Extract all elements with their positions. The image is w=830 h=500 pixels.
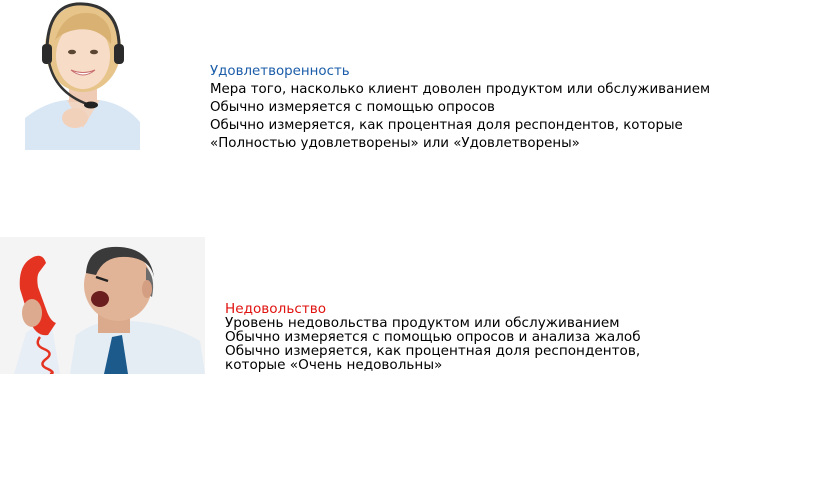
angry-man-illustration (0, 237, 205, 374)
dissatisfaction-line: Уровень недовольства продуктом или обслуживанием (225, 315, 620, 331)
dissatisfaction-block (225, 302, 641, 372)
dissatisfaction-line: Обычно измеряется, как процентная доля респондентов, (225, 343, 641, 359)
satisfaction-block (210, 63, 710, 153)
satisfaction-line: Мера того, насколько клиент доволен продуктом или обслуживанием (210, 82, 711, 97)
dissatisfaction-line: Обычно измеряется с помощью опросов и анализа жалоб (225, 329, 641, 345)
dissatisfaction-line: которые «Очень недовольны» (225, 357, 443, 373)
dissatisfaction-heading: Недовольство (225, 301, 327, 317)
angry-man-photo (0, 237, 205, 374)
satisfaction-line: «Полностью удовлетворены» или «Удовлетворены» (210, 136, 580, 151)
satisfaction-heading: Удовлетворенность (210, 64, 350, 79)
satisfaction-line: Обычно измеряется, как процентная доля респондентов, которые (210, 118, 683, 133)
support-agent-illustration (25, 0, 140, 150)
support-agent-photo (25, 0, 140, 150)
satisfaction-line: Обычно измеряется с помощью опросов (210, 100, 495, 115)
